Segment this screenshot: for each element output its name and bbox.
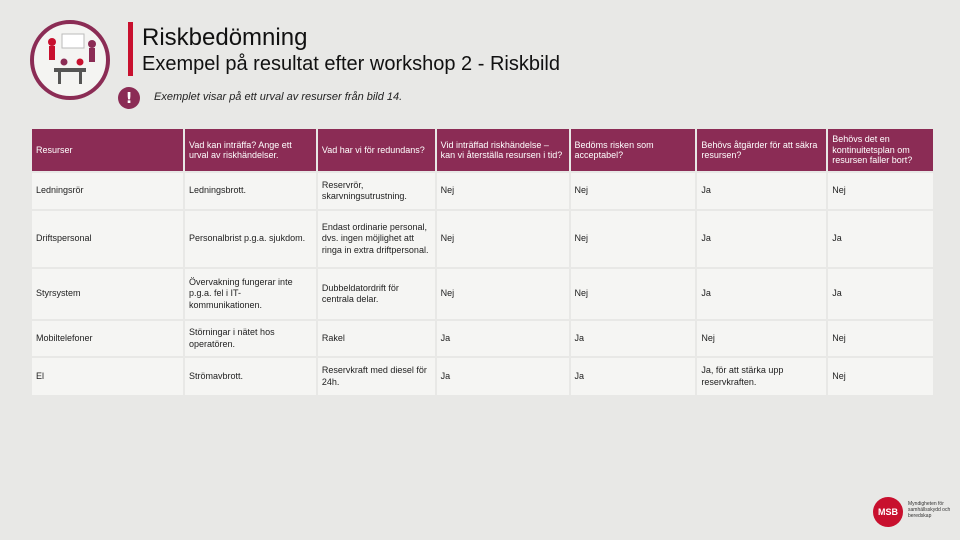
table-cell: Nej: [571, 173, 696, 209]
header-redundans: Vad har vi för redundans?: [318, 129, 435, 171]
table-cell: Strömavbrott.: [185, 358, 316, 395]
table-cell: Störningar i nätet hos operatören.: [185, 321, 316, 356]
table-cell: Nej: [828, 173, 933, 209]
table-cell: Övervakning fungerar inte p.g.a. fel i IT-kommunikationen.: [185, 269, 316, 319]
table-cell: Endast ordinarie personal, dvs. ingen möjlighet att ringa in extra driftpersonal.: [318, 211, 435, 267]
page-subtitle: Exempel på resultat efter workshop 2 - Riskbild: [142, 53, 560, 75]
table-cell: Dubbeldatordrift för centrala delar.: [318, 269, 435, 319]
table-cell: Ja: [828, 269, 933, 319]
table-row: [32, 211, 933, 267]
header-riskhandelser: Vad kan inträffa? Ange ett urval av riskhändelser.: [185, 129, 316, 171]
table-cell: Reservrör, skarvningsutrustning.: [318, 173, 435, 209]
table-cell: Nej: [571, 211, 696, 267]
table-cell: Nej: [828, 321, 933, 356]
table-cell: Styrsystem: [32, 269, 183, 319]
table-row: [32, 321, 933, 356]
header-atgarder: Behövs åtgärder för att säkra resursen?: [697, 129, 826, 171]
table-cell: Nej: [437, 173, 569, 209]
table-cell: Driftspersonal: [32, 211, 183, 267]
msb-logo: MSB: [873, 497, 903, 527]
table-cell: Personalbrist p.g.a. sjukdom.: [185, 211, 316, 267]
msb-org-name: Myndigheten för samhällsskydd och beredskap: [908, 501, 951, 519]
table-cell: Ja: [571, 358, 696, 395]
header-resurser: Resurser: [32, 129, 183, 171]
table-row: [32, 269, 933, 319]
table-row: [32, 358, 933, 395]
table-cell: Ledningsbrott.: [185, 173, 316, 209]
table-cell: Ja: [437, 358, 569, 395]
table-cell: Ja: [697, 269, 826, 319]
table-cell: Rakel: [318, 321, 435, 356]
title-accent-bar: [128, 22, 133, 76]
table-cell: Ja: [437, 321, 569, 356]
table-header-row: [32, 129, 933, 171]
table-cell: Nej: [571, 269, 696, 319]
table-cell: El: [32, 358, 183, 395]
table-cell: Ja: [828, 211, 933, 267]
table-cell: Ja, för att stärka upp reservkraften.: [697, 358, 826, 395]
header-aterstalla: Vid inträffad riskhändelse – kan vi återställa resursen i tid?: [437, 129, 569, 171]
table-cell: Nej: [437, 211, 569, 267]
risk-table: [30, 127, 935, 397]
header-kontinuitetsplan: Behövs det en kontinuitetsplan om resursen faller bort?: [828, 129, 933, 171]
example-note: Exemplet visar på ett urval av resurser från bild 14.: [154, 91, 403, 103]
table-cell: Nej: [697, 321, 826, 356]
table-cell: Ja: [697, 173, 826, 209]
table-cell: Nej: [828, 358, 933, 395]
table-cell: Ja: [697, 211, 826, 267]
table-row: [32, 173, 933, 209]
table-cell: Mobiltelefoner: [32, 321, 183, 356]
workshop-illustration-icon: [30, 20, 110, 100]
exclamation-icon: !: [118, 87, 140, 109]
table-cell: Ja: [571, 321, 696, 356]
page-title: Riskbedömning: [142, 24, 308, 51]
header-acceptabel: Bedöms risken som acceptabel?: [571, 129, 696, 171]
table-cell: Reservkraft med diesel för 24h.: [318, 358, 435, 395]
table-cell: Ledningsrör: [32, 173, 183, 209]
table-cell: Nej: [437, 269, 569, 319]
